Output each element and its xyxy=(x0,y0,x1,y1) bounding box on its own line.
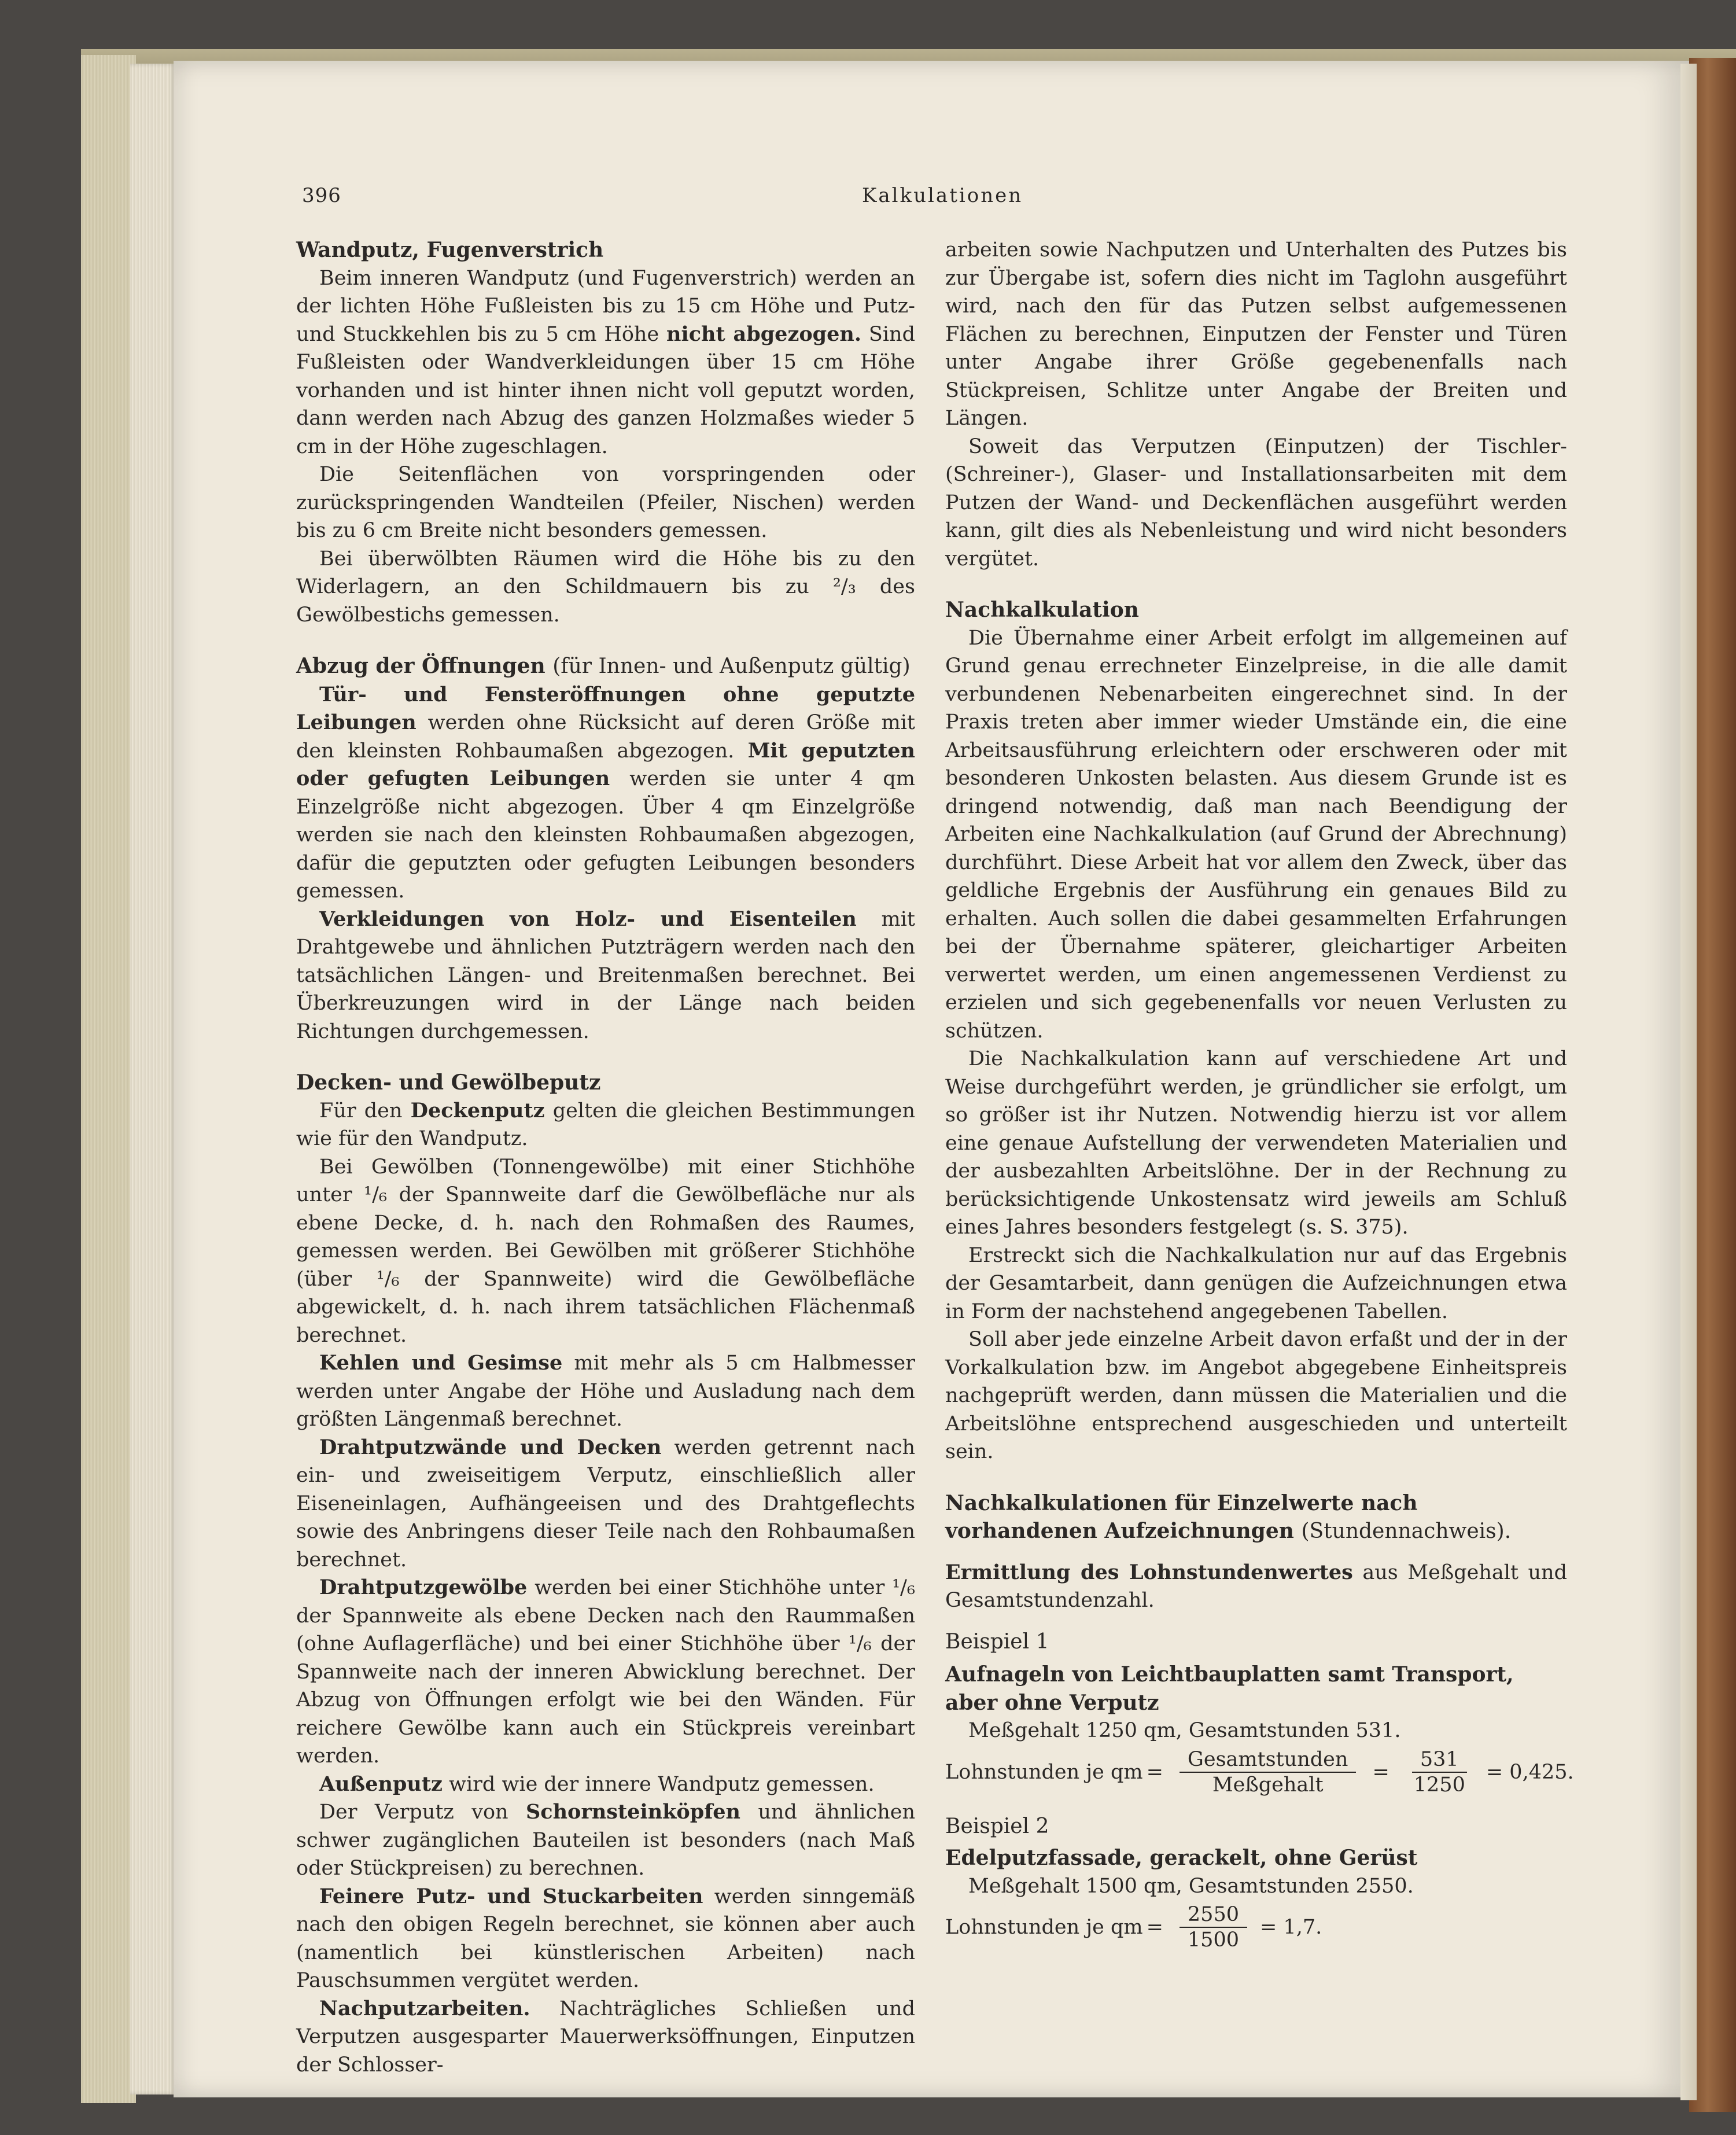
fraction: $\frac{531}{1250}$ xyxy=(1406,1747,1473,1797)
paragraph: arbeiten sowie Nachputzen und Unterhalten des Putzes bis zur Übergabe ist, sofern dies nicht im Taglohn ausgeführt wird, nach den für das Putzen selbst aufgemessenen Flächen zu berechnen, Einputzen der Fenster und Türen unter Angabe ihrer Größe gegebenenfalls nach Stückpreisen, Schlitze unter Angabe der Breiten und Längen. xyxy=(945,238,1567,430)
left-column xyxy=(296,236,915,2079)
running-title: Kalkulationen xyxy=(862,184,1023,207)
paragraph: Beim inneren Wandputz (und Fugenverstrich) werden an der lichten Höhe Fußleisten bis zu 15 cm Höhe und Putz- und Stuckkehlen bis zu 5 cm Höhe nicht abgezogen. Sind Fußleisten oder Wandverkleidungen über 15 cm Höhe vorhanden und ist hinter ihnen nicht voll geputzt worden, dann werden nach Abzug des ganzen Holzmaßes wieder 5 cm in der Höhe zugeschlagen. xyxy=(296,266,915,458)
fraction: $\frac{\text{Gesamtstunden}}{\text{Meßgehalt}}$ xyxy=(1180,1747,1357,1797)
example-1-values: Meßgehalt 1250 qm, Gesamtstunden 531. xyxy=(968,1719,1401,1742)
paragraph: Die Übernahme einer Arbeit erfolgt im allgemeinen auf Grund genau errechneter Einzelpreise, in die alle damit verbundenen Nebenarbeiten eingerechnet sind. In der Praxis treten aber immer wieder Umstände ein, die eine Arbeitsausführung erleichtern oder erschweren oder mit besonderen Unkosten belasten. Aus diesem Grunde ist es dringend notwendig, daß man nach Beendigung der Arbeiten eine Nachkalkulation (auf Grund der Abrechnung) durchführt. Diese Arbeit hat vor allem den Zweck, über das geldliche Ergebnis der Ausführung ein genaues Bild zu erhalten. Auch sollen die dabei gesammelten Erfahrungen bei der Übernahme späterer, gleichartiger Arbeiten verwertet werden, um einen angemessenen Verdienst zu erzielen und sich gegebenenfalls vor neuen Verlusten zu schützen. xyxy=(945,626,1567,1043)
paragraph: Die Nachkalkulation kann auf verschiedene Art und Weise durchgeführt werden, je gründlicher sie erfolgt, um so größer ist ihr Nutzen. Notwendig hierzu ist vor allem eine genaue Aufstellung der verwendeten Materialien und der ausbezahlten Arbeitslöhne. Der in der Rechnung zu berücksichtigende Unkostensatz wird jeweils am Schluß eines Jahres besonders festgelegt (s. S. 375). xyxy=(945,1047,1567,1239)
paragraph: Drahtputzwände und Decken werden getrennt nach ein- und zweiseitigem Verputz, einschließlich aller Eiseneinlagen, Aufhängeeisen und des Drahtgeflechts sowie des Anbringens dieser Teile nach den Rohbaumaßen berechnet. xyxy=(296,1435,915,1571)
section-title-nachkalkulation: Nachkalkulation xyxy=(945,598,1139,622)
paragraph: Verkleidungen von Holz- und Eisenteilen mit Drahtgewebe und ähnlichen Putzträgern werden nach den tatsächlichen Längen- und Breitenmaßen berechnet. Bei Überkreuzungen wird in der Länge nach beiden Richtungen durchgemessen. xyxy=(296,907,915,1043)
paragraph: Für den Deckenputz gelten die gleichen Bestimmungen wie für den Wandputz. xyxy=(296,1098,915,1150)
example-2-values: Meßgehalt 1500 qm, Gesamtstunden 2550. xyxy=(968,1874,1414,1898)
paragraph: Soll aber jede einzelne Arbeit davon erfaßt und der in der Vorkalkulation bzw. im Angebot abgegebene Einheitspreis nachgeprüft werden, dann müssen die Materialien und die Arbeitslöhne entsprechend ausgeschieden und unterteilt sein. xyxy=(945,1328,1567,1463)
paragraph: Soweit das Verputzen (Einputzen) der Tischler- (Schreiner-), Glaser- und Installationsarbeiten mit dem Putzen der Wand- und Deckenflächen ausgeführt werden kann, gilt dies als Nebenleistung und wird nicht besonders vergütet. xyxy=(945,435,1567,570)
paragraph: Außenputz wird wie der innere Wandputz gemessen. xyxy=(319,1772,875,1796)
example-2-formula: Lohnstunden je qm = $\frac{2550}{1500}$ = 1,7. xyxy=(945,1903,1322,1952)
paragraph: Bei überwölbten Räumen wird die Höhe bis zu den Widerlagern, an den Schildmauern bis zu ²/₃ des Gewölbestichs gemessen. xyxy=(296,547,915,627)
paragraph: Ermittlung des Lohnstundenwertes aus Meßgehalt und Gesamtstundenzahl. xyxy=(945,1560,1567,1612)
paragraph: Erstreckt sich die Nachkalkulation nur auf das Ergebnis der Gesamtarbeit, dann genügen die Aufzeichnungen etwa in Form der nachstehend angegebenen Tabellen. xyxy=(945,1243,1567,1323)
section-title-abzug: Abzug der Öffnungen (für Innen- und Außenputz gültig) xyxy=(296,654,911,678)
paragraph: Drahtputzgewölbe werden bei einer Stichhöhe unter ¹/₆ der Spannweite als ebene Decken nach den Raummaßen (ohne Auflagerfläche) und bei einer Stichhöhe über ¹/₆ der Spannweite nach der inneren Abwicklung berechnet. Der Abzug von Öffnungen erfolgt wie bei den Wänden. Für reichere Gewölbe kann auch ein Stückpreis vereinbart werden. xyxy=(296,1576,915,1768)
paragraph: Die Seitenflächen von vorspringenden oder zurückspringenden Wandteilen (Pfeiler, Nischen) werden bis zu 6 cm Breite nicht besonders gemessen. xyxy=(296,463,915,542)
paragraph: Nachputzarbeiten. Nachträgliches Schließen und Verputzen ausgesparter Mauerwerksöffnungen, Einputzen der Schlosser- xyxy=(296,1996,915,2077)
book-cover-left xyxy=(81,55,136,2103)
example-1-formula: Lohnstunden je qm = $\frac{\text{Gesamtstunden}}{\text{Meßgehalt}}$ = $\frac{531}{1250}$ = 0,425. xyxy=(945,1747,1574,1797)
section-title-decken: Decken- und Gewölbeputz xyxy=(296,1070,601,1095)
paragraph: Kehlen und Gesimse mit mehr als 5 cm Halbmesser werden unter Angabe der Höhe und Ausladung nach dem größten Längenmaß berechnet. xyxy=(296,1351,915,1431)
example-2-label: Beispiel 2 xyxy=(945,1814,1049,1838)
page-stack xyxy=(130,64,176,2094)
section-title-einzelwerte: Nachkalkulationen für Einzelwerte nach vorhandenen Aufzeichnungen (Stundennachweis). xyxy=(945,1490,1512,1543)
page-number: 396 xyxy=(302,184,341,207)
paragraph: Der Verputz von Schornsteinköpfen und ähnlichen schwer zugänglichen Bauteilen ist besonders (nach Maß oder Stückpreisen) zu berechnen. xyxy=(296,1800,915,1880)
example-2-title: Edelputzfassade, gerackelt, ohne Gerüst xyxy=(945,1846,1418,1870)
fraction: $\frac{2550}{1500}$ xyxy=(1180,1902,1247,1952)
right-column xyxy=(945,236,1574,1954)
example-1-title: Aufnageln von Leichtbauplatten samt Transport, aber ohne Verputz xyxy=(945,1662,1514,1715)
paragraph: Feinere Putz- und Stuckarbeiten werden sinngemäß nach den obigen Regeln berechnet, sie können aber auch (namentlich bei künstlerischen Arbeiten) nach Pauschsummen vergütet werden. xyxy=(296,1884,915,1992)
facing-page-edge xyxy=(1680,64,1697,2100)
paragraph: Bei Gewölben (Tonnengewölbe) mit einer Stichhöhe unter ¹/₆ der Spannweite darf die Gewölbefläche nur als ebene Decke, d. h. nach den Rohmaßen des Raumes, gemessen werden. Bei Gewölben mit größerer Stichhöhe (über ¹/₆ der Spannweite) wird die Gewölbefläche abgewickelt, d. h. nach ihrem tatsächlichen Flächenmaß berechnet. xyxy=(296,1155,915,1347)
section-title-wandputz: Wandputz, Fugenverstrich xyxy=(296,238,604,262)
paragraph: Tür- und Fensteröffnungen ohne geputzte Leibungen werden ohne Rücksicht auf deren Größe mit den kleinsten Rohbaumaßen abgezogen. Mit geputzten oder gefugten Leibungen werden sie unter 4 qm Einzelgröße nicht abgezogen. Über 4 qm Einzelgröße werden sie nach den kleinsten Rohbaumaßen abgezogen, dafür die geputzten oder gefugten Leibungen besonders gemessen. xyxy=(296,682,915,903)
example-1-label: Beispiel 1 xyxy=(945,1629,1049,1654)
